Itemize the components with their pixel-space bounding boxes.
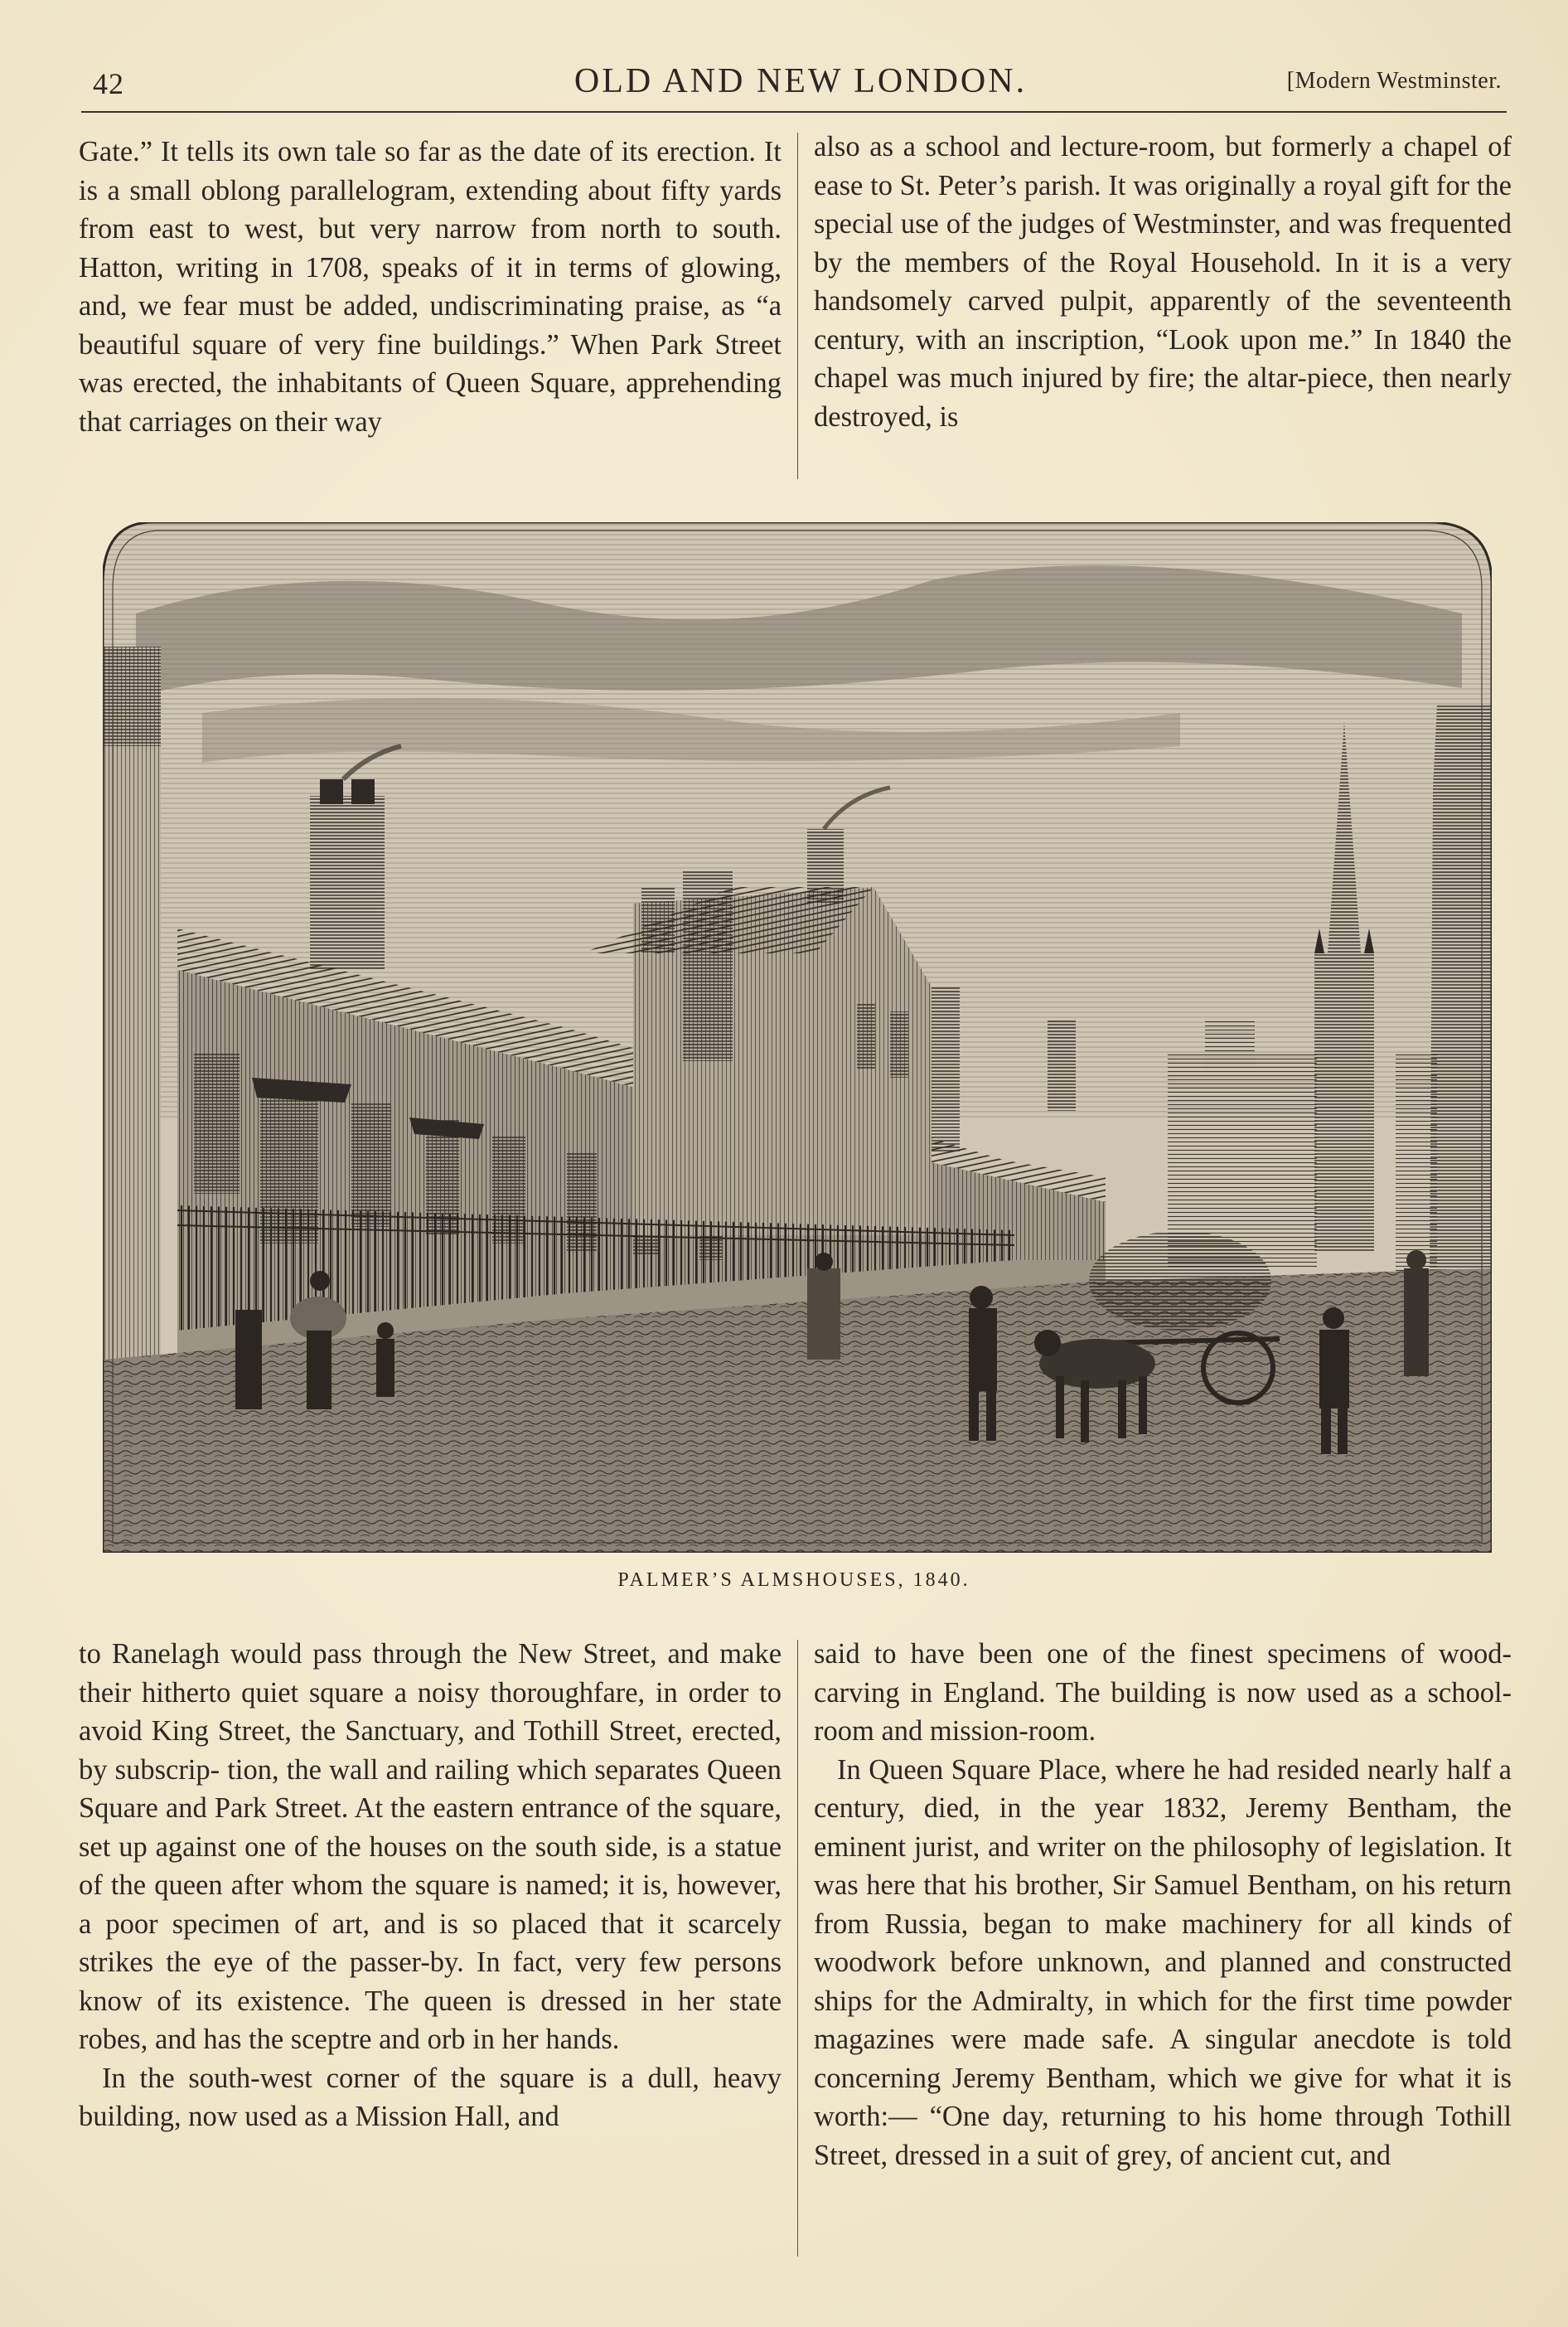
text-line: constructed ships for the Admiralty, in which for bbox=[814, 1946, 1512, 2017]
text-line: brother, Sir Samuel Bentham, on his return from bbox=[814, 1869, 1512, 1940]
text-line: used as a school-room and mission-room. bbox=[814, 1676, 1512, 1747]
text-line: orb in her hands. bbox=[427, 2024, 620, 2055]
paragraph bbox=[79, 133, 782, 441]
top-left-column bbox=[79, 133, 782, 441]
text-line: wood-carving in England. The building is now bbox=[814, 1638, 1512, 1709]
text-line: the south side, is a statue of the queen after whom bbox=[79, 1830, 782, 1901]
text-line: chapel of ease to St. Peter’s parish. It was bbox=[814, 131, 1512, 201]
paragraph bbox=[79, 1635, 782, 2059]
figure-caption: PALMER’S ALMSHOUSES, 1840. bbox=[617, 1569, 970, 1591]
text-line: heavy building, now used as a Mission Hall, and bbox=[79, 2062, 782, 2132]
text-line: “One day, returning to his home through Tothill bbox=[929, 2101, 1512, 2132]
text-line: Bentham, the eminent jurist, and writer on the bbox=[814, 1792, 1512, 1863]
column-divider bbox=[797, 1640, 798, 2257]
text-line: Street, dressed in a suit of grey, of ancient cut, and bbox=[814, 2139, 1391, 2171]
text-line: originally a royal gift for the special use of the bbox=[814, 169, 1512, 240]
text-line: by fire; the altar-piece, then nearly destroyed, is bbox=[814, 362, 1512, 433]
paragraph bbox=[814, 128, 1512, 436]
text-line: In the south-west corner of the square is a dull, bbox=[102, 2062, 699, 2094]
text-line: dressed in her state robes, and has the sceptre and bbox=[79, 1985, 782, 2055]
text-line: nearly half a century, died, in the year 1832, Jeremy bbox=[814, 1753, 1512, 1824]
text-line: Russia, began to make machinery for all kinds bbox=[884, 1908, 1473, 1940]
text-line: persons know of its existence. The queen is bbox=[79, 1946, 782, 2017]
text-line: also as a school and lecture-room, but formerly a bbox=[814, 131, 1394, 162]
text-line: judges of Westminster, and was frequented by the bbox=[814, 208, 1512, 279]
text-line: Bentham, which we give for what it is worth:— bbox=[814, 2062, 1512, 2132]
text-line: and make their hitherto quiet square a noisy bbox=[79, 1638, 782, 1709]
text-line: extending about fifty yards from east to west, but bbox=[79, 174, 782, 245]
paragraph bbox=[79, 2059, 782, 2136]
text-line: Park Street was erected, the inhabitants of Queen bbox=[79, 328, 782, 399]
text-line: very narrow from north to south. Hatton, writing bbox=[79, 213, 782, 284]
text-line: Sanctuary, and Tothill Street, erected, by subscrip- bbox=[79, 1715, 782, 1786]
text-line: its erection. It is a small oblong parallelogram, bbox=[79, 136, 782, 206]
text-line: thoroughfare, in order to avoid King Street, the bbox=[79, 1676, 782, 1747]
text-line: upon me.” In 1840 the chapel was much injured bbox=[814, 323, 1512, 394]
text-line: tion, the wall and railing which separates Queen bbox=[227, 1753, 782, 1786]
text-line: Square, apprehending that carriages on their way bbox=[79, 367, 782, 438]
text-line: of the square, set up against one of the houses on bbox=[79, 1792, 782, 1863]
text-line: specimen of art, and is so placed that it scarcely bbox=[172, 1908, 782, 1940]
text-line: Gate.” It tells its own tale so far as the date of bbox=[79, 136, 613, 167]
text-line: philosophy of legislation. It was here that his bbox=[814, 1830, 1512, 1901]
text-line: to Ranelagh would pass through the New Street, bbox=[79, 1638, 657, 1670]
text-line: the square is named; it is, however, a poor bbox=[79, 1869, 782, 1940]
bottom-right-column bbox=[814, 1635, 1512, 2174]
column-divider bbox=[797, 133, 798, 479]
text-line: very handsomely carved pulpit, apparently of the bbox=[814, 246, 1512, 317]
engraving-illustration bbox=[103, 522, 1492, 1553]
text-line: of woodwork before unknown, and planned and bbox=[814, 1908, 1512, 1978]
text-line: A singular anecdote is told concerning Jeremy bbox=[814, 2024, 1512, 2094]
text-line: beautiful square of very fine buildings.” When bbox=[79, 328, 639, 361]
running-title: OLD AND NEW LONDON. bbox=[573, 62, 1028, 100]
text-line: strikes the eye of the passer-by. In fact, very few bbox=[79, 1946, 682, 1978]
text-line: In Queen Square Place, where he had resided bbox=[837, 1753, 1360, 1786]
page-number: 42 bbox=[93, 67, 124, 100]
top-right-column bbox=[814, 128, 1512, 436]
text-line: the first time powder magazines were made safe. bbox=[814, 1985, 1512, 2055]
text-line: fear must be added, undiscriminating praise, as “a bbox=[182, 290, 782, 322]
text-line: members of the Royal Household. In it is a bbox=[904, 246, 1448, 279]
text-line: Square and Park Street. At the eastern entrance bbox=[79, 1792, 619, 1824]
text-line: seventeenth century, with an inscription, “Look bbox=[814, 285, 1512, 356]
paragraph bbox=[814, 1635, 1512, 1751]
header-rule bbox=[81, 111, 1507, 113]
text-line: in 1708, speaks of it in terms of glowing, and, we bbox=[79, 251, 782, 322]
bottom-left-column bbox=[79, 1635, 782, 2136]
paragraph bbox=[814, 1751, 1512, 2175]
section-heading: [Modern Westminster. bbox=[1286, 68, 1502, 94]
text-line: said to have been one of the finest specimens of bbox=[814, 1638, 1425, 1670]
